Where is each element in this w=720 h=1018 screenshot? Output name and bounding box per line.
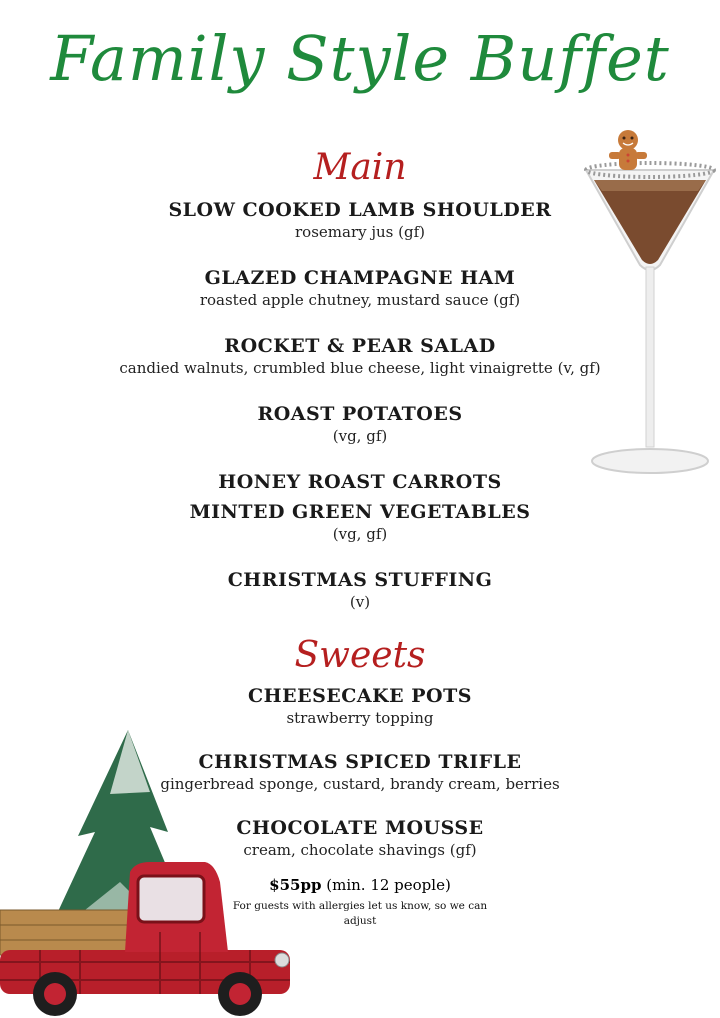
price-condition: (min. 12 people) [326, 876, 451, 894]
menu-item-desc: (v) [349, 593, 371, 611]
menu-item [0, 266, 720, 310]
menu-item-desc: strawberry topping [286, 709, 434, 727]
price-amount: $55pp [269, 876, 322, 894]
menu-item [0, 684, 720, 728]
price-line [0, 876, 720, 894]
menu-item-desc: rosemary jus (gf) [295, 223, 425, 241]
menu-item [0, 750, 720, 794]
page-title: Family Style Buffet [50, 22, 670, 95]
menu-item-name: SLOW COOKED LAMB SHOULDER [168, 199, 552, 221]
menu-item-name: GLAZED CHAMPAGNE HAM [204, 267, 516, 289]
menu-item-name: HONEY ROAST CARROTS [218, 471, 502, 493]
menu-item-name: CHRISTMAS STUFFING [227, 569, 493, 591]
menu-item [0, 334, 720, 378]
menu-item-desc: (vg, gf) [332, 525, 388, 543]
menu-item [0, 816, 720, 860]
menu-item-name-secondary: MINTED GREEN VEGETABLES [189, 501, 531, 523]
menu-item [0, 568, 720, 612]
menu-item-name: ROAST POTATOES [257, 403, 463, 425]
menu-item [0, 470, 720, 544]
main-section-heading: Main [313, 147, 407, 188]
menu-item-name: CHOCOLATE MOUSSE [236, 817, 484, 839]
menu-item-desc: roasted apple chutney, mustard sauce (gf) [199, 291, 521, 309]
menu-item-name: CHEESECAKE POTS [248, 685, 472, 707]
menu-item [0, 402, 720, 446]
menu-item [0, 198, 720, 242]
menu-item-desc: cream, chocolate shavings (gf) [243, 841, 477, 859]
menu-item-desc: gingerbread sponge, custard, brandy cream, berries [160, 775, 560, 793]
menu-item-desc: (vg, gf) [332, 427, 388, 445]
allergy-note: For guests with allergies let us know, so we can adjust [232, 900, 488, 927]
sweets-section-heading: Sweets [294, 635, 426, 676]
menu-item-desc: candied walnuts, crumbled blue cheese, light vinaigrette (v, gf) [119, 359, 601, 377]
menu-item-name: ROCKET & PEAR SALAD [224, 335, 496, 357]
menu-item-name: CHRISTMAS SPICED TRIFLE [198, 751, 522, 773]
